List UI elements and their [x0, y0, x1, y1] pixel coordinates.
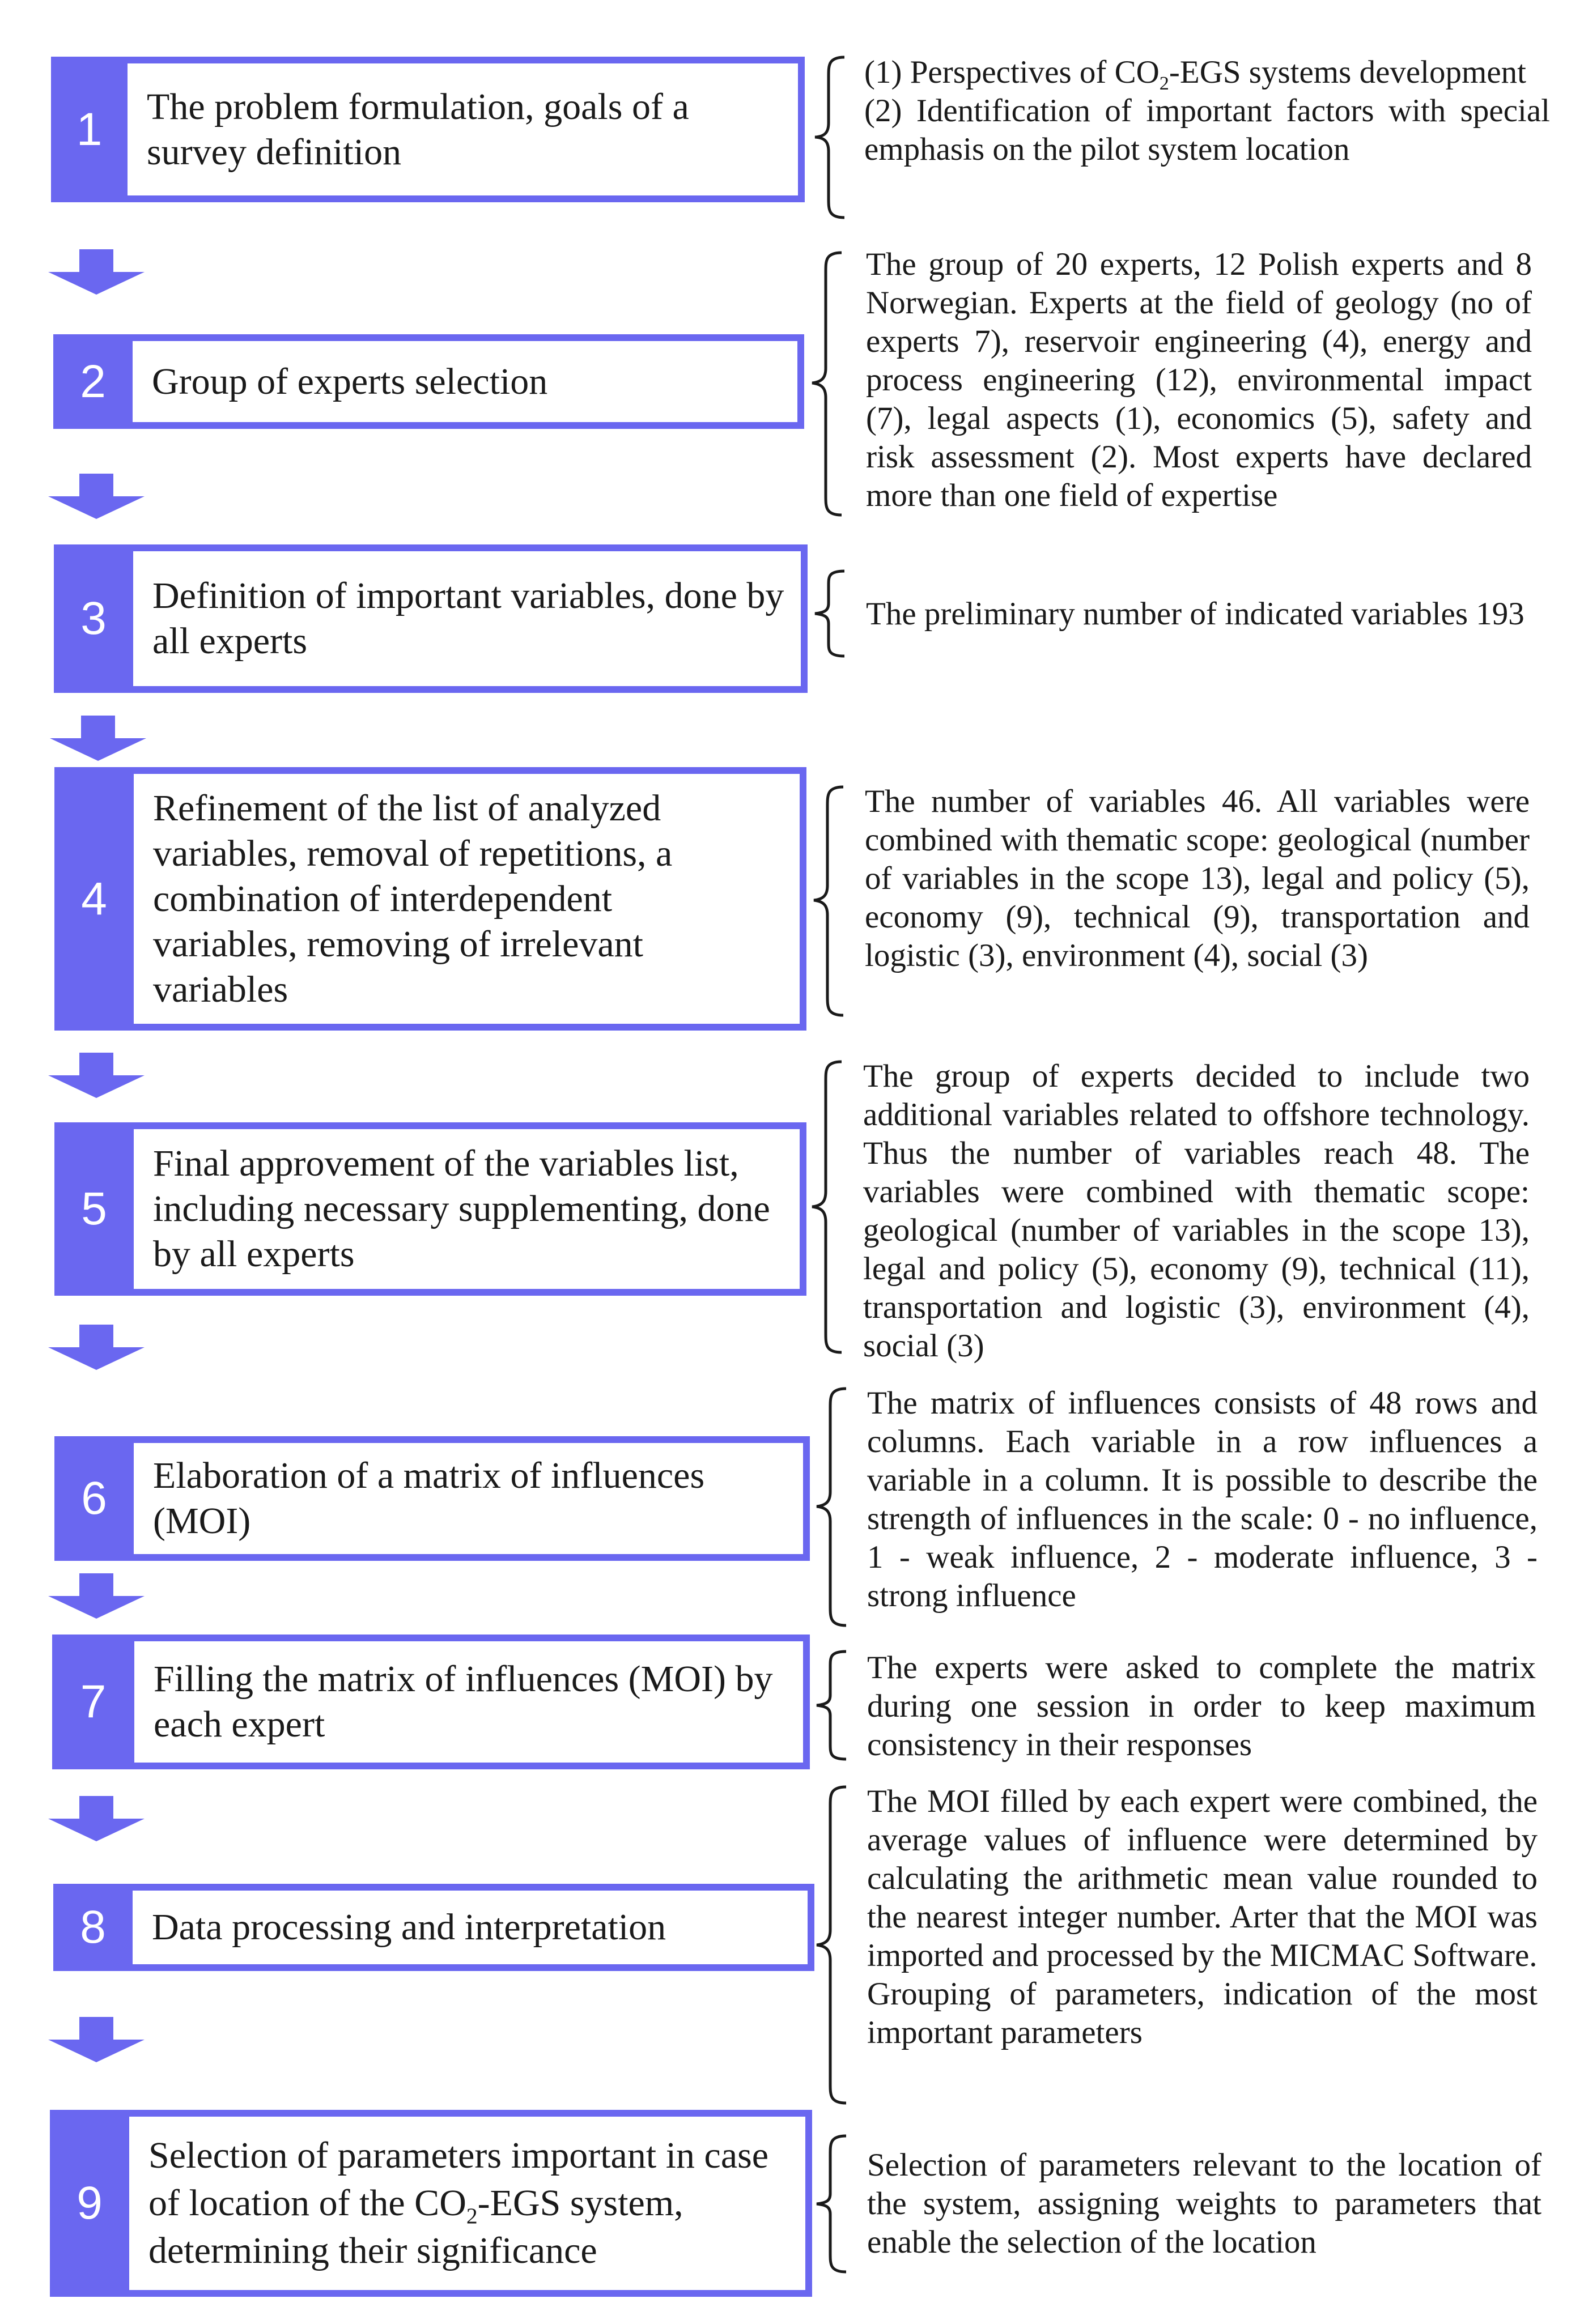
note-7: The experts were asked to complete the matrix during one session in order to keep maximum consistency in their responses	[867, 1650, 1536, 1763]
arrow-1-2	[48, 249, 145, 295]
note-8-paragraph-1: The MOI filled by each expert were combined, the average values of influence were determined by calculating the arithmetic mean value rounded to the nearest integer number. Arter that the MOI was imported and processed by the MICMAC Software.	[867, 1784, 1538, 1973]
step-7-box	[52, 1635, 810, 1769]
arrow-2-3	[48, 474, 145, 519]
arrow-6-7	[48, 1573, 145, 1619]
step-4-box	[54, 767, 806, 1031]
brace-8	[812, 1784, 857, 2106]
note-6: The matrix of influences consists of 48 rows and columns. Each variable in a row influences a variable in a column. It is possible to describe the strength of influences in the scale: 0 - no influence, 1 - weak influence, 2 - moderate influence, 3 - strong influence	[867, 1385, 1538, 1614]
step-label: Group of experts selection	[152, 360, 548, 402]
step-label: Refinement of the list of analyzed variables, removal of repetitions, a combination of interdependent variables, removing of irrelevant variables	[153, 787, 673, 1010]
note-1	[864, 53, 1550, 169]
step-label: Data processing and interpretation	[152, 1906, 666, 1948]
step-9-box	[50, 2110, 812, 2297]
arrow-5-6	[48, 1325, 145, 1370]
note-8	[867, 1782, 1538, 2052]
step-label: The problem formulation, goals of a survey definition	[147, 86, 689, 173]
step-1-box	[51, 57, 805, 202]
step-number: 9	[77, 2177, 103, 2229]
step-number: 5	[81, 1183, 107, 1235]
step-label: Final approvement of the variables list, including necessary supplementing, done by all experts	[153, 1143, 770, 1275]
step-number: 6	[81, 1472, 107, 1524]
step-number: 2	[80, 355, 106, 407]
step-2-box	[53, 334, 804, 429]
note-2: The group of 20 experts, 12 Polish experts and 8 Norwegian. Experts at the field of geology (no of experts 7), reservoir engineering (4), energy and process engineering (12), environmental impact (7), legal aspects (1), economics (5), safety and risk assessment (2). Most experts have declared more than one field of expertise	[866, 246, 1532, 513]
step-label: Filling the matrix of influences (MOI) by each expert	[154, 1658, 773, 1745]
step-6-box	[54, 1436, 810, 1561]
step-number: 7	[80, 1676, 107, 1727]
arrow-3-4	[50, 716, 146, 761]
arrow-8-9	[48, 2017, 145, 2062]
step-number: 8	[80, 1901, 106, 1953]
note-1-item-2: (2) Identification of important factors with special emphasis on the pilot system location	[864, 93, 1550, 167]
step-label: Selection of parameters important in case of location of the $CO_2$-EGS system, determining their significance	[148, 2135, 769, 2271]
arrow-4-5	[48, 1053, 145, 1098]
note-1-item-1: (1) Perspectives of $CO_2$-EGS systems development	[864, 54, 1526, 94]
note-3: The preliminary number of indicated variables 193	[866, 596, 1524, 632]
brace-6	[812, 1385, 857, 1629]
brace-9	[812, 2133, 857, 2275]
brace-3	[810, 568, 856, 659]
arrow-7-8-upper	[48, 1796, 145, 1841]
step-5-box	[54, 1122, 806, 1296]
note-5: The group of experts decided to include two additional variables related to offshore technology. Thus the number of variables reach 48. The variables were combined with thematic scope: geological (number of variables in the scope 13), legal and policy (5), economy (9), technical (11), transportation and logistic (3), environment (4), social (3)	[863, 1058, 1530, 1364]
note-9: Selection of parameters relevant to the location of the system, assigning weights to parameters that enable the selection of the location	[867, 2147, 1541, 2260]
brace-7	[812, 1649, 857, 1762]
brace-2	[808, 249, 853, 518]
step-label: Definition of important variables, done by all experts	[152, 575, 784, 662]
brace-4	[809, 784, 855, 1019]
note-4: The number of variables 46. All variables were combined with thematic scope: geological (number of variables in the scope 13), legal and policy (5), economy (9), technical (9), transportation and logistic (3), environment (4), social (3)	[865, 784, 1530, 973]
brace-5	[808, 1058, 853, 1356]
step-number: 4	[81, 872, 107, 925]
note-8-paragraph-2: Grouping of parameters, indication of the most important parameters	[867, 1976, 1538, 2050]
step-8-box	[53, 1884, 814, 1971]
step-number: 1	[76, 103, 103, 155]
step-3-box	[54, 544, 808, 693]
step-label: Elaboration of a matrix of influences (MOI)	[153, 1455, 705, 1542]
step-number: 3	[80, 593, 107, 644]
brace-1	[810, 54, 856, 221]
